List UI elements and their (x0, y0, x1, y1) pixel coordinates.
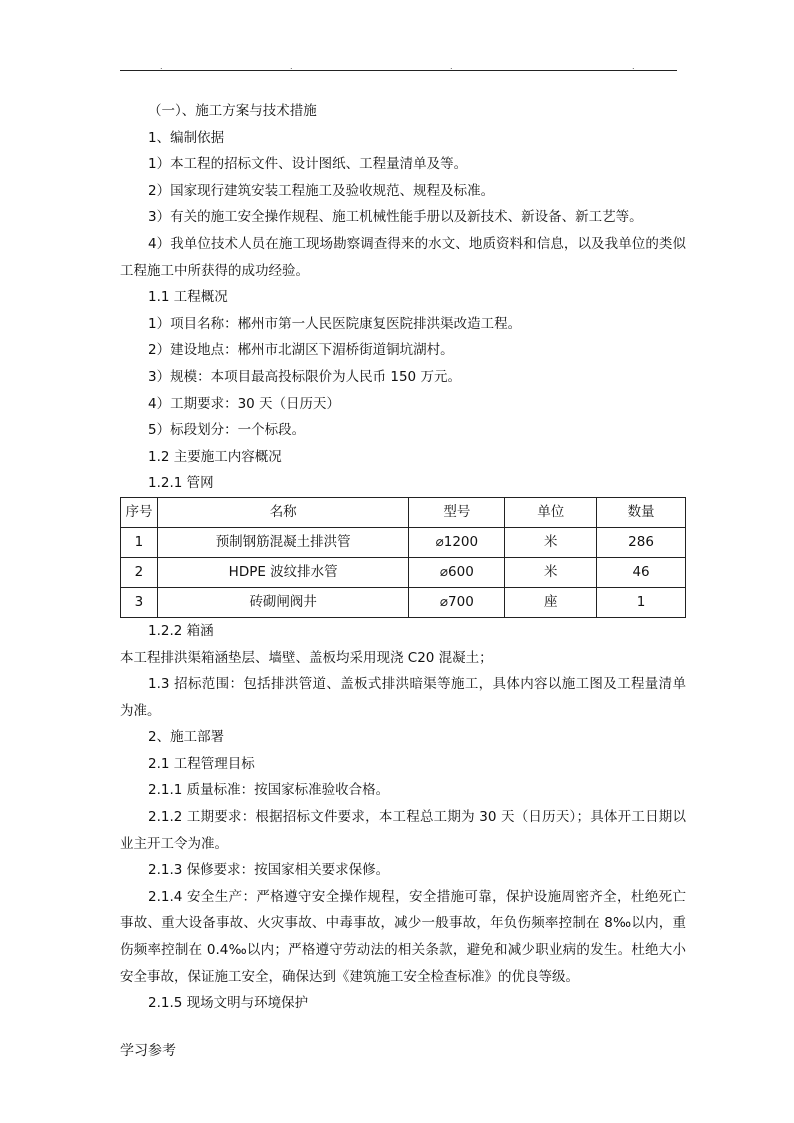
warranty-text: 2.1.3 保修要求：按国家相关要求保修。 (148, 862, 390, 879)
header-dot: . (290, 62, 293, 71)
period-text: 2.1.2 工期要求：根据招标文件要求，本工程总工期为 30 天（日历天）；具体开工日期以业主开工令为准。 (120, 809, 686, 852)
overview-item: 1）项目名称：郴州市第一人民医院康复医院排洪渠改造工程。 (148, 315, 522, 332)
table-row (121, 527, 686, 557)
quality-text: 2.1.1 质量标准：按国家标准验收合格。 (148, 782, 390, 799)
table-cell: 米 (505, 557, 597, 587)
table-cell: ⌀1200 (409, 527, 505, 557)
section-title: （一）、施工方案与技术措施 (148, 103, 317, 119)
overview-item: 5）标段划分：一个标段。 (148, 422, 306, 439)
table-cell: 1 (121, 527, 158, 557)
table-header-cell: 型号 (409, 497, 505, 527)
table-cell: 286 (597, 527, 686, 557)
overview-heading: 1.1 工程概况 (148, 289, 228, 306)
content-heading: 1.2 主要施工内容概况 (148, 448, 282, 465)
document-body (120, 98, 686, 1017)
table-header-cell: 数量 (597, 497, 686, 527)
table-cell: 座 (505, 587, 597, 617)
deploy-heading: 2、施工部署 (148, 729, 225, 746)
header-dot: . (160, 62, 163, 71)
table-row (121, 587, 686, 617)
table-header-cell: 名称 (157, 497, 409, 527)
table-cell: 砖砌闸阀井 (157, 587, 409, 617)
table-header-row (121, 497, 686, 527)
pipe-table (120, 497, 686, 618)
basis-item: 2）国家现行建筑安装工程施工及验收规范、规程及标准。 (148, 182, 495, 199)
overview-item: 2）建设地点：郴州市北湖区下湄桥街道铜坑湖村。 (148, 342, 454, 359)
basis-item: 3）有关的施工安全操作规程、施工机械性能手册以及新技术、新设备、新工艺等。 (148, 209, 643, 226)
header-dot: . (632, 62, 635, 71)
table-header-cell: 单位 (505, 497, 597, 527)
table-cell: ⌀700 (409, 587, 505, 617)
table-cell: 3 (121, 587, 158, 617)
basis-item: 4）我单位技术人员在施工现场勘察调查得来的水文、地质资料和信息，以及我单位的类似工程施工中所获得的成功经验。 (120, 235, 686, 279)
footer-label: 学习参考 (120, 1043, 176, 1059)
table-cell: HDPE 波纹排水管 (157, 557, 409, 587)
pipe-heading: 1.2.1 管网 (148, 475, 214, 492)
table-row (121, 557, 686, 587)
table-cell: 米 (505, 527, 597, 557)
table-header-cell: 序号 (121, 497, 158, 527)
basis-heading: 1、编制依据 (148, 129, 225, 146)
table-cell: ⌀600 (409, 557, 505, 587)
basis-item: 1）本工程的招标文件、设计图纸、工程量清单及等。 (148, 156, 468, 173)
table-cell: 1 (597, 587, 686, 617)
table-cell: 46 (597, 557, 686, 587)
safety-text: 2.1.4 安全生产：严格遵守安全操作规程，安全措施可靠，保护设施周密齐全，杜绝死亡事故、重大设备事故、火灾事故、中毒事故，减少一般事故，年负伤频率控制在 8‰以内，重伤频率控制在 0.4‰以内；严格遵守劳动法的相关条款，避免和减少职业病的发生。杜绝大小安全事故，保证施工安全，确保达到《建筑施工安全检查标准》的优良等级。 (120, 888, 686, 985)
civil-heading: 2.1.5 现场文明与环境保护 (148, 995, 309, 1012)
overview-item: 4）工期要求：30 天（日历天） (148, 395, 341, 412)
scope-text: 1.3 招标范围：包括排洪管道、盖板式排洪暗渠等施工，具体内容以施工图及工程量清单为准。 (120, 676, 686, 719)
overview-item: 3）规模：本项目最高投标限价为人民币 150 万元。 (148, 368, 461, 385)
table-cell: 2 (121, 557, 158, 587)
goal-heading: 2.1 工程管理目标 (148, 755, 255, 772)
header-dot: . (450, 62, 453, 71)
table-cell: 预制钢筋混凝土排洪管 (157, 527, 409, 557)
box-text: 本工程排洪渠箱涵垫层、墙壁、盖板均采用现浇 C20 混凝土； (120, 649, 493, 666)
box-heading: 1.2.2 箱涵 (148, 622, 214, 639)
header-rule (120, 70, 677, 71)
